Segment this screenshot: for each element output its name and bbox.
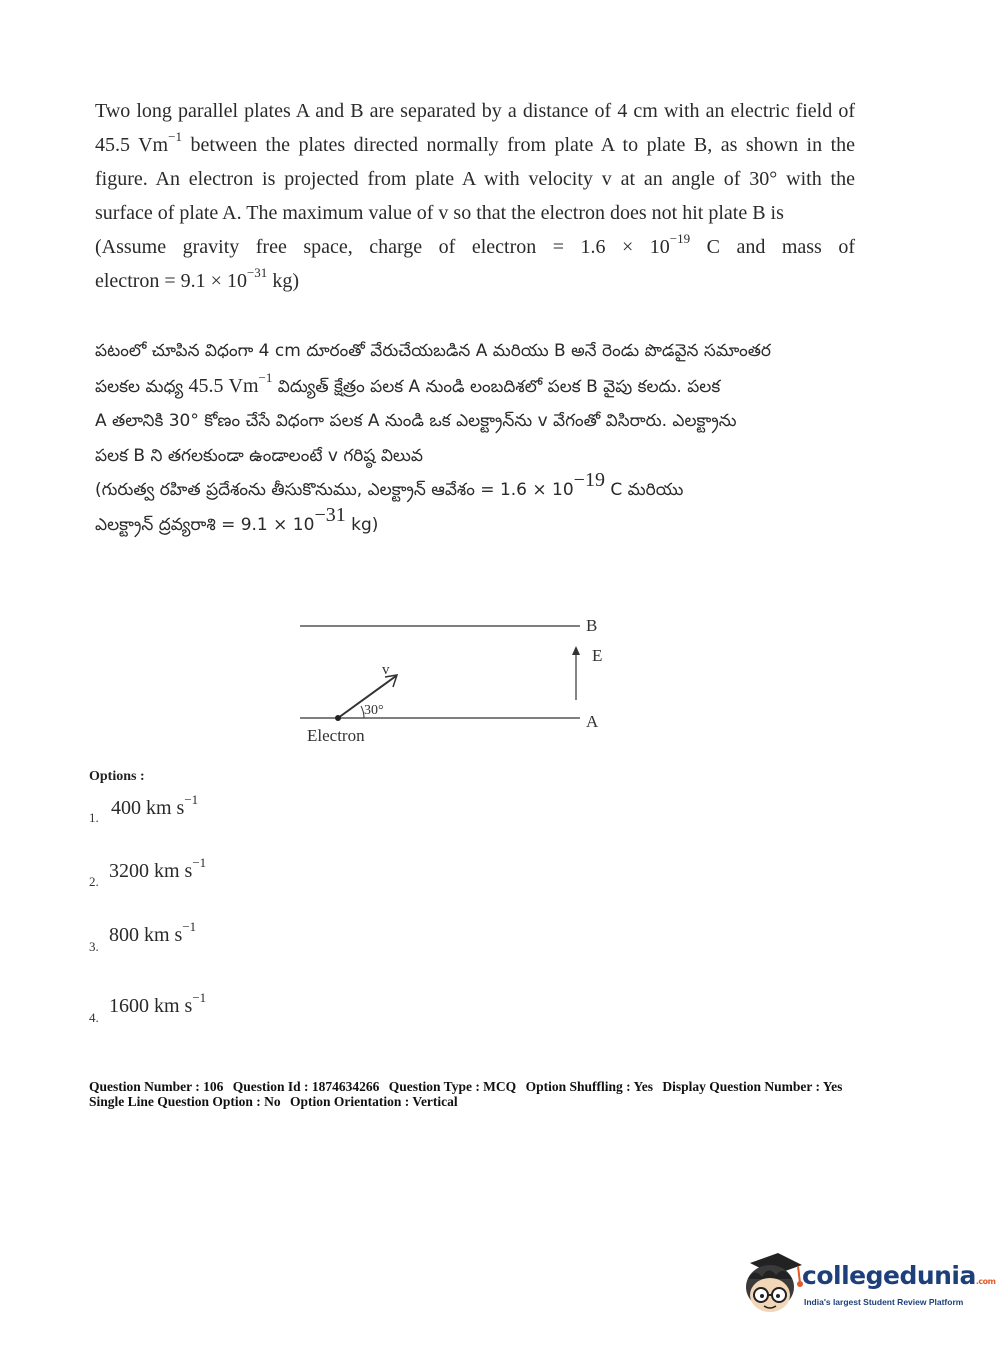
metadata-line: Question Number : 106 Question Id : 1874634266 Question Type : MCQ Option Shuffling : Yes Display Question Number : Yes xyxy=(89,1079,843,1094)
question-line: 45.5 $Vm^{-1}$ between the plates directed normally from plate A to plate B, as shown in the xyxy=(95,129,856,156)
label-e: E xyxy=(592,646,603,665)
option-number: 3. xyxy=(89,939,99,954)
option-number: 2. xyxy=(89,874,99,889)
question-line: surface of plate A. The maximum value of v so that the electron does not hit plate B is xyxy=(95,202,784,224)
label-angle: 30° xyxy=(364,703,384,718)
question-line: (Assume gravity free space, charge of electron = $1.6 \times 10^{-19}$ C and mass of xyxy=(95,231,855,258)
option-number: 4. xyxy=(89,1010,99,1025)
plates-figure xyxy=(290,608,630,753)
metadata-line: Single Line Question Option : No Option Orientation : Vertical xyxy=(89,1094,458,1109)
electron-dot xyxy=(335,715,341,721)
label-v: v xyxy=(382,662,390,678)
option-number: 1. xyxy=(89,810,99,825)
label-electron: Electron xyxy=(307,726,365,745)
question-text-english xyxy=(95,94,855,298)
option-value: 800 km $s^{-1}$ xyxy=(109,919,197,946)
field-arrowhead xyxy=(572,646,580,655)
mascot-icon xyxy=(740,1249,804,1319)
question-line: figure. An electron is projected from plate A with velocity v at an angle of 30° with the xyxy=(95,168,855,190)
brand-tagline: India's largest Student Review Platform xyxy=(804,1297,964,1307)
collegedunia-logo[interactable] xyxy=(740,1245,996,1325)
question-line: పలకల మధ్య 45.5 $Vm^{-1}$ విద్యుత్ క్షేత్రం పలక A నుండి లంబదిశలో పలక B వైపు కలదు. పలక xyxy=(95,369,721,397)
options-label: Options : xyxy=(89,769,145,784)
question-line: (గురుత్వ రహిత ప్రదేశంను తీసుకొనుము, ఎలక్ట్రాన్ ఆవేశం = $1.6 \times 10^{-19}$ C మరియు xyxy=(95,469,684,500)
question-text-telugu xyxy=(95,334,855,542)
question-line: ఎలక్ట్రాన్ ద్రవ్యరాశి = $9.1 \times 10^{-31}$ kg) xyxy=(95,503,379,535)
question-line: పలక B ని తగలకుండా ఉండాలంటే v గరిష్ఠ విలువ xyxy=(95,445,423,466)
option-value: 400 km $s^{-1}$ xyxy=(111,792,199,819)
option-value: 1600 km $s^{-1}$ xyxy=(109,990,207,1017)
brand-name: collegedunia.com xyxy=(802,1261,996,1290)
question-line: A తలానికి 30° కోణం చేసే విధంగా పలక A నుండి ఒక ఎలక్ట్రాన్‌ను v వేగంతో విసిరారు. ఎలక్ట్రాను xyxy=(95,411,737,431)
question-line: పటంలో చూపిన విధంగా 4 cm దూరంతో వేరుచేయబడిన A మరియు B అనే రెండు పొడవైన సమాంతర xyxy=(95,341,771,361)
question-line: Two long parallel plates A and B are separated by a distance of 4 cm with an electric field of xyxy=(95,100,855,122)
label-b: B xyxy=(586,616,598,635)
question-metadata xyxy=(89,1079,848,1109)
question-line: electron = $9.1 \times 10^{-31}$ kg) xyxy=(95,265,299,292)
label-a: A xyxy=(586,712,599,731)
option-value: 3200 km $s^{-1}$ xyxy=(109,855,207,882)
